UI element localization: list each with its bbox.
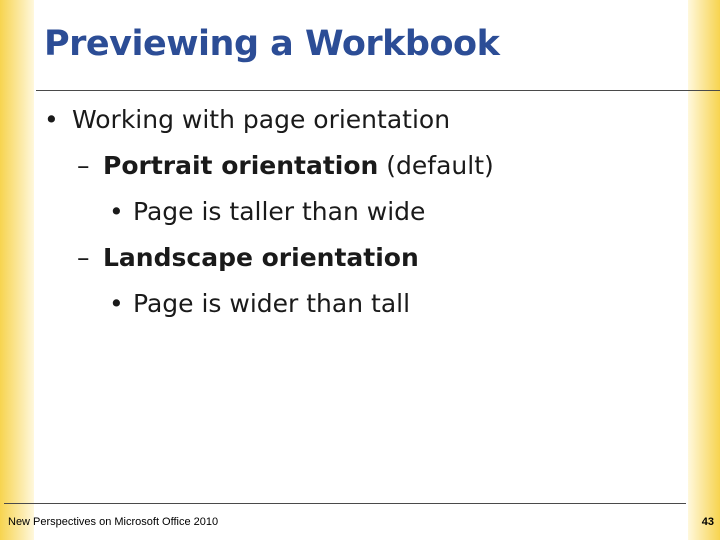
bullet-marker: • xyxy=(109,197,124,226)
bullet-text: Working with page orientation xyxy=(72,105,451,134)
footer-divider xyxy=(4,503,686,504)
page-number: 43 xyxy=(701,516,714,528)
bullet-level-2 xyxy=(77,151,494,181)
bullet-level-2 xyxy=(77,243,419,273)
bullet-bold-text: Portrait orientation xyxy=(103,151,379,180)
bullet-bold-text: Landscape orientation xyxy=(103,243,419,272)
dash-marker: – xyxy=(77,151,90,180)
bullet-text: Page is wider than tall xyxy=(133,289,411,318)
bullet-marker: • xyxy=(109,289,124,318)
bullet-marker: • xyxy=(44,105,59,134)
bullet-text: (default) xyxy=(378,151,494,180)
dash-marker: – xyxy=(77,243,90,272)
slide-title: Previewing a Workbook xyxy=(44,24,500,64)
bullet-level-3 xyxy=(109,197,425,227)
bullet-level-3 xyxy=(109,289,410,319)
footer-text: New Perspectives on Microsoft Office 2010 xyxy=(8,516,219,528)
bullet-text: Page is taller than wide xyxy=(133,197,426,226)
bullet-level-1 xyxy=(44,105,450,135)
